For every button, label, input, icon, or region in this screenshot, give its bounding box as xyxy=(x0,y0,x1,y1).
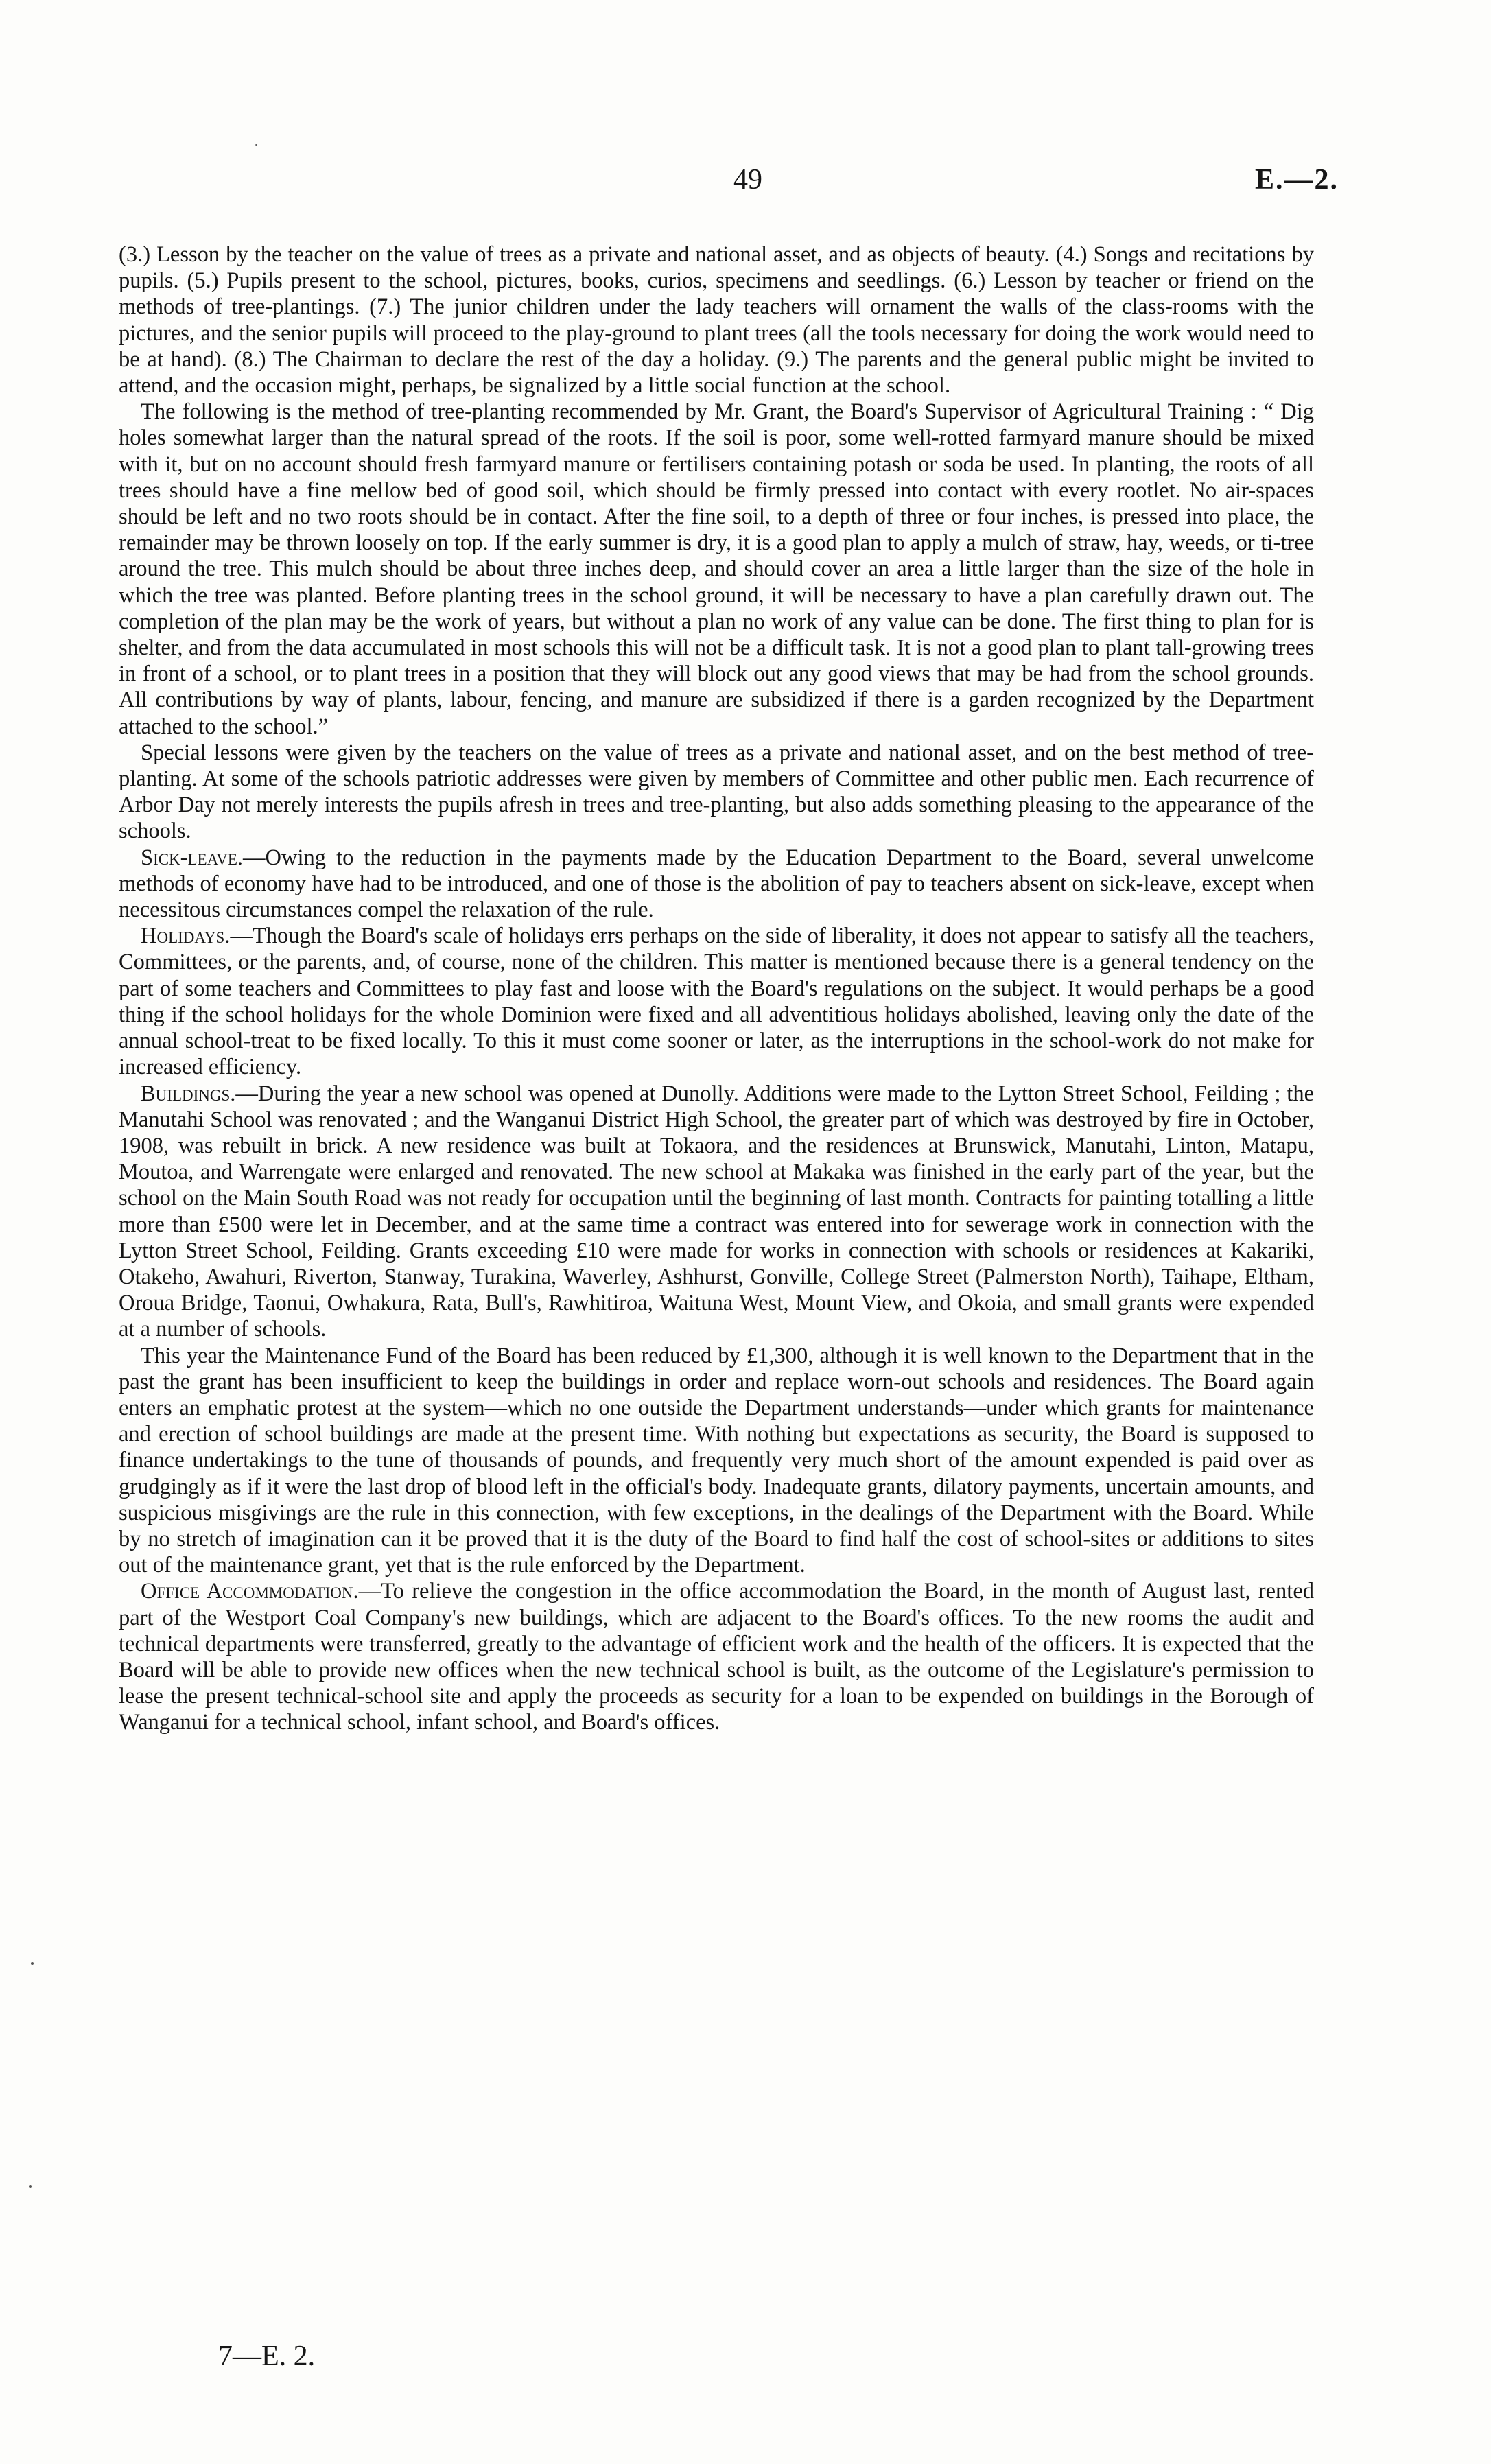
section-heading: Holidays. xyxy=(141,924,231,949)
section-heading: Buildings. xyxy=(141,1081,236,1106)
paragraph-sick-leave: Sick-leave.—Owing to the reduction in the payments made by the Education Department to the Board, several unwelcome methods of economy have had to be introduced, and one of those is the abolition of pay to teachers absent on sick-leave, except when necessitous circumstances compel the relaxation of the rule. xyxy=(119,845,1314,923)
paragraph-tree-planting-method: The following is the method of tree-planting recommended by Mr. Grant, the Board's Supervisor of Agricultural Training : “ Dig holes somewhat larger than the natural spread of the roots. If the soil is poor, some well-rotted farmyard manure should be mixed with it, but on no account should fresh farmyard manure or fertilisers containing potash or soda be used. In planting, the roots of all trees should have a fine mellow bed of good soil, which should be firmly pressed into contact with every rootlet. No air-spaces should be left and no two roots should be in contact. After the fine soil, to a depth of three or four inches, is pressed into place, the remainder may be thrown loosely on top. If the early summer is dry, it is a good plan to apply a mulch of straw, hay, weeds, or ti-tree around the tree. This mulch should be about three inches deep, and should cover an area a little larger than the size of the hole in which the tree was planted. Before planting trees in the school ground, it will be necessary to have a plan carefully drawn out. The completion of the plan may be the work of years, but without a plan no work of any value can be done. The first thing to plan for is shelter, and from the data accumulated in most schools this will not be a difficult task. It is not a good plan to plant tall-growing trees in front of a school, or to plant trees in a position that they will block out any good views that may be had from the school grounds. All contributions by way of plants, labour, fencing, and manure are subsidized if there is a garden recognized by the Department attached to the school.” xyxy=(119,399,1314,739)
paragraph-buildings: Buildings.—During the year a new school was opened at Dunolly. Additions were made to the Lytton Street School, Feilding ; the Manutahi School was renovated ; and the Wanganui District High School, the greater part of which was destroyed by fire in October, 1908, was rebuilt in brick. A new residence was built at Tokaora, and the residences at Brunswick, Manutahi, Linton, Matapu, Moutoa, and Warrengate were enlarged and renovated. The new school at Makaka was finished in the early part of the year, but the school on the Main South Road was not ready for occupation until the beginning of last month. Contracts for painting totalling a little more than £500 were let in December, and at the same time a contract was entered into for sewerage work in connection with the Lytton Street School, Feilding. Grants exceeding £10 were made for works in connection with schools or residences at Kakariki, Otakeho, Awahuri, Riverton, Stanway, Turakina, Waverley, Ashhurst, Gonville, College Street (Palmerston North), Taihape, Eltham, Oroua Bridge, Taonui, Owhakura, Rata, Bull's, Rawhitiroa, Waituna West, Mount View, and Okoia, and small grants were expended at a number of schools. xyxy=(119,1081,1314,1342)
paragraph-office-accommodation: Office Accommodation.—To relieve the congestion in the office accommodation the Board, in the month of August last, rented part of the Westport Coal Company's new buildings, which are adjacent to the Board's offices. To the new rooms the audit and technical departments were transferred, greatly to the advantage of efficient work and the health of the officers. It is expected that the Board will be able to provide new offices when the new technical school is built, as the outcome of the Legislature's permission to lease the present technical-school site and apply the proceeds as security for a loan to be expended on buildings in the Borough of Wanganui for a technical school, infant school, and Board's offices. xyxy=(119,1579,1314,1735)
page-number: 49 xyxy=(733,164,762,196)
section-heading: Office Accommodation. xyxy=(141,1579,359,1604)
paragraph-tree-programme: (3.) Lesson by the teacher on the value of trees as a private and national asset, and as objects of beauty. (4.) Songs and recitations by pupils. (5.) Pupils present to the school, pictures, books, curios, specimens and seedlings. (6.) Lesson by teacher or friend on the methods of tree-plantings. (7.) The junior children under the lady teachers will ornament the walls of the class-rooms with the pictures, and the senior pupils will proceed to the play-ground to plant trees (all the tools necessary for doing the work would need to be at hand). (8.) The Chairman to declare the rest of the day a holiday. (9.) The parents and the general public might be invited to attend, and the occasion might, perhaps, be signalized by a little social function at the school. xyxy=(119,242,1314,399)
paragraph-special-lessons: Special lessons were given by the teachers on the value of trees as a private and national asset, and on the best method of tree-planting. At some of the schools patriotic addresses were given by members of Committee and other public men. Each recurrence of Arbor Day not merely interests the pupils afresh in trees and tree-planting, but also adds something pleasing to the appearance of the schools. xyxy=(119,740,1314,844)
scan-speck xyxy=(29,2185,32,2188)
section-heading: Sick-leave. xyxy=(141,845,244,870)
scan-speck xyxy=(31,1962,34,1965)
paragraph-holidays: Holidays.—Though the Board's scale of holidays errs perhaps on the side of liberality, it does not appear to satisfy all the teachers, Committees, or the parents, and, of course, none of the children. This matter is mentioned because there is a general tendency on the part of some teachers and Committees to play fast and loose with the Board's regulations on the subject. It would perhaps be a good thing if the school holidays for the whole Dominion were fixed and all adventitious holidays abolished, leaving only the date of the annual school-treat to be fixed locally. To this it must come sooner or later, as the interruptions in the school-work do not make for increased efficiency. xyxy=(119,924,1314,1080)
document-reference: E.—2. xyxy=(1254,164,1339,196)
body-text xyxy=(119,242,1314,1736)
signature-reference: 7—E. 2. xyxy=(218,2340,316,2372)
scan-speck xyxy=(255,144,257,146)
paragraph-maintenance-fund: This year the Maintenance Fund of the Board has been reduced by £1,300, although it is well known to the Department that in the past the grant has been insufficient to keep the buildings in order and replace worn-out schools and residences. The Board again enters an emphatic protest at the system—which no one outside the Department understands—under which grants for maintenance and erection of school buildings are made at the present time. With nothing but expectations as security, the Board is supposed to finance undertakings to the tune of thousands of pounds, and frequently very much short of the amount expended is paid over as grudgingly as if it were the last drop of blood left in the official's body. Inadequate grants, dilatory payments, uncertain amounts, and suspicious misgivings are the rule in this connection, with few exceptions, in the dealings of the Department with the Board. While by no stretch of imagination can it be proved that it is the duty of the Board to find half the cost of school-sites or additions to sites out of the maintenance grant, yet that is the rule enforced by the Department. xyxy=(119,1343,1314,1578)
